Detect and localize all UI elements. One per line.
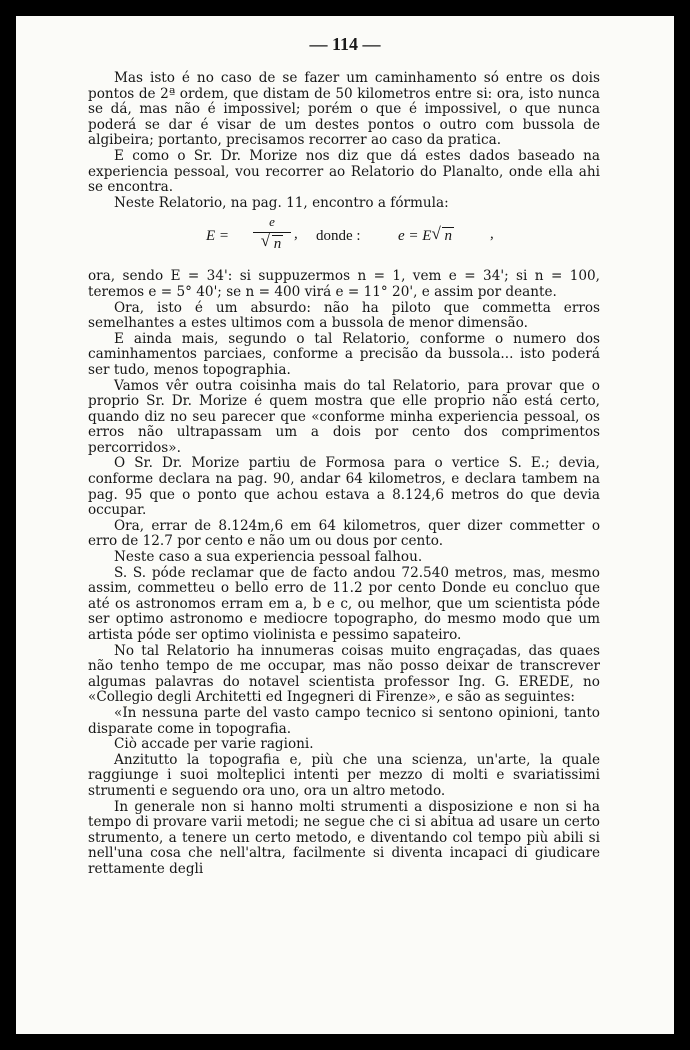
paragraph: E como o Sr. Dr. Morize nos diz que dá estes dados baseado na experiencia pessoal, vou recorrer ao Relatorio do Planalto, onde ella ahi se encontra. (88, 147, 600, 196)
paragraph: S. S. póde reclamar que de facto andou 72.540 metros, mas, mesmo assim, commetteu o bello erro de 11.2 por cento Donde eu concluo que até os astronomos erram em a, b e c, ou melhor, que um scientista póde ser optimo astronomo e mediocre topographo, do mesmo modo que um artista póde ser optimo violinista e pessimo sapateiro. (88, 564, 600, 643)
radical (431, 224, 454, 245)
radicand: n (444, 228, 452, 245)
book-page (16, 16, 674, 1034)
formula (88, 215, 600, 263)
paragraph: Neste caso a sua experiencia pessoal falhou. (114, 549, 423, 566)
radical-sign: √ (260, 231, 271, 251)
paragraphs-before (88, 71, 600, 211)
radical (260, 231, 284, 253)
paragraph: ora, sendo E = 34': si suppuzermos n = 1, vem e = 34'; si n = 100, teremos e = 5° 40'; se n = 400 virá e = 11° 20', e assim por deante. (88, 268, 600, 300)
paragraph: O Sr. Dr. Morize partiu de Formosa para o vertice S. E.; devia, conforme declara na pag. 90, andar 64 kilometros, e declara tambem na pag. 95 que o ponto que achou estava a 8.124,6 metros do que devia occupar. (88, 455, 600, 519)
page-number: — 114 — (309, 34, 381, 54)
formula-donde: donde : (316, 228, 361, 245)
paragraphs-after (88, 269, 600, 877)
paragraph: Mas isto é no caso de se fazer um caminhamento só entre os dois pontos de 2ª ordem, que distam de 50 kilometros entre si: ora, isto nunca se dá, mas não é impossivel; porém o que é impossivel, o que nunca poderá se dar é visar de um destes pontos o outro com bussola de algibeira; portanto, precisamos recorrer ao caso da pratica. (88, 70, 600, 149)
paragraph: Neste Relatorio, na pag. 11, encontro a fórmula: (114, 194, 449, 211)
paragraph: No tal Relatorio ha innumeras coisas muito engraçadas, das quaes não tenho tempo de me occupar, mas não posso deixar de transcrever algumas palavras do notavel scientista professor Ing. G. EREDE, no «Collegio degli Architetti ed Ingegneri di Firenze», e são as seguintes: (88, 642, 600, 706)
formula-fraction (253, 215, 291, 252)
paragraph: Anzitutto la topografia e, più che una scienza, un'arte, la quale raggiunge i suoi molteplici intenti per mezzo di molti e svariatissimi strumenti e seguendo ora uno, ora un altro metodo. (88, 751, 600, 799)
formula-rhs-prefix: e = E (398, 228, 432, 245)
formula-lhs: E = (206, 228, 230, 245)
formula-trailing-comma: , (490, 226, 494, 243)
formula-rhs (398, 224, 454, 245)
body-text (88, 71, 600, 878)
radical-sign: √ (431, 224, 441, 244)
radicand: n (273, 236, 282, 253)
formula-denominator (253, 231, 291, 253)
formula-separator: , (294, 226, 298, 243)
paragraph: Ora, isto é um absurdo: não ha piloto que commetta erros semelhantes a estes ultimos com a bussola de menor dimensão. (88, 299, 600, 332)
paragraph: «In nessuna parte del vasto campo tecnico si sentono opinioni, tanto disparate come in topografia. (88, 704, 600, 737)
paragraph: Ora, errar de 8.124m,6 em 64 kilometros, quer dizer commetter o erro de 12.7 por cento e não um ou dous por cento. (88, 517, 600, 550)
paragraph: Vamos vêr outra coisinha mais do tal Relatorio, para provar que o proprio Sr. Dr. Morize é quem mostra que elle proprio não está certo, quando diz no seu parecer que «conforme minha experiencia pessoal, os erros não ultrapassam um a dois por cento dos comprimentos percorridos». (88, 377, 600, 456)
fraction-bar (253, 232, 291, 233)
paragraph: In generale non si hanno molti strumenti a disposizione e non si ha tempo di provare varii metodi; ne segue che ci si abitua ad usare un certo strumento, a tenere un certo metodo, e diventando col tempo più abili si nell'una cosa che nell'altra, facilmente si diventa incapaci di giudicare rettamente degli (88, 798, 600, 877)
paragraph: E ainda mais, segundo o tal Relatorio, conforme o numero dos caminhamentos parciaes, conforme a precisão da bussola... isto poderá ser tudo, menos topographia. (88, 330, 600, 378)
paragraph: Ciò accade per varie ragioni. (114, 736, 314, 753)
formula-numerator: e (269, 214, 275, 230)
